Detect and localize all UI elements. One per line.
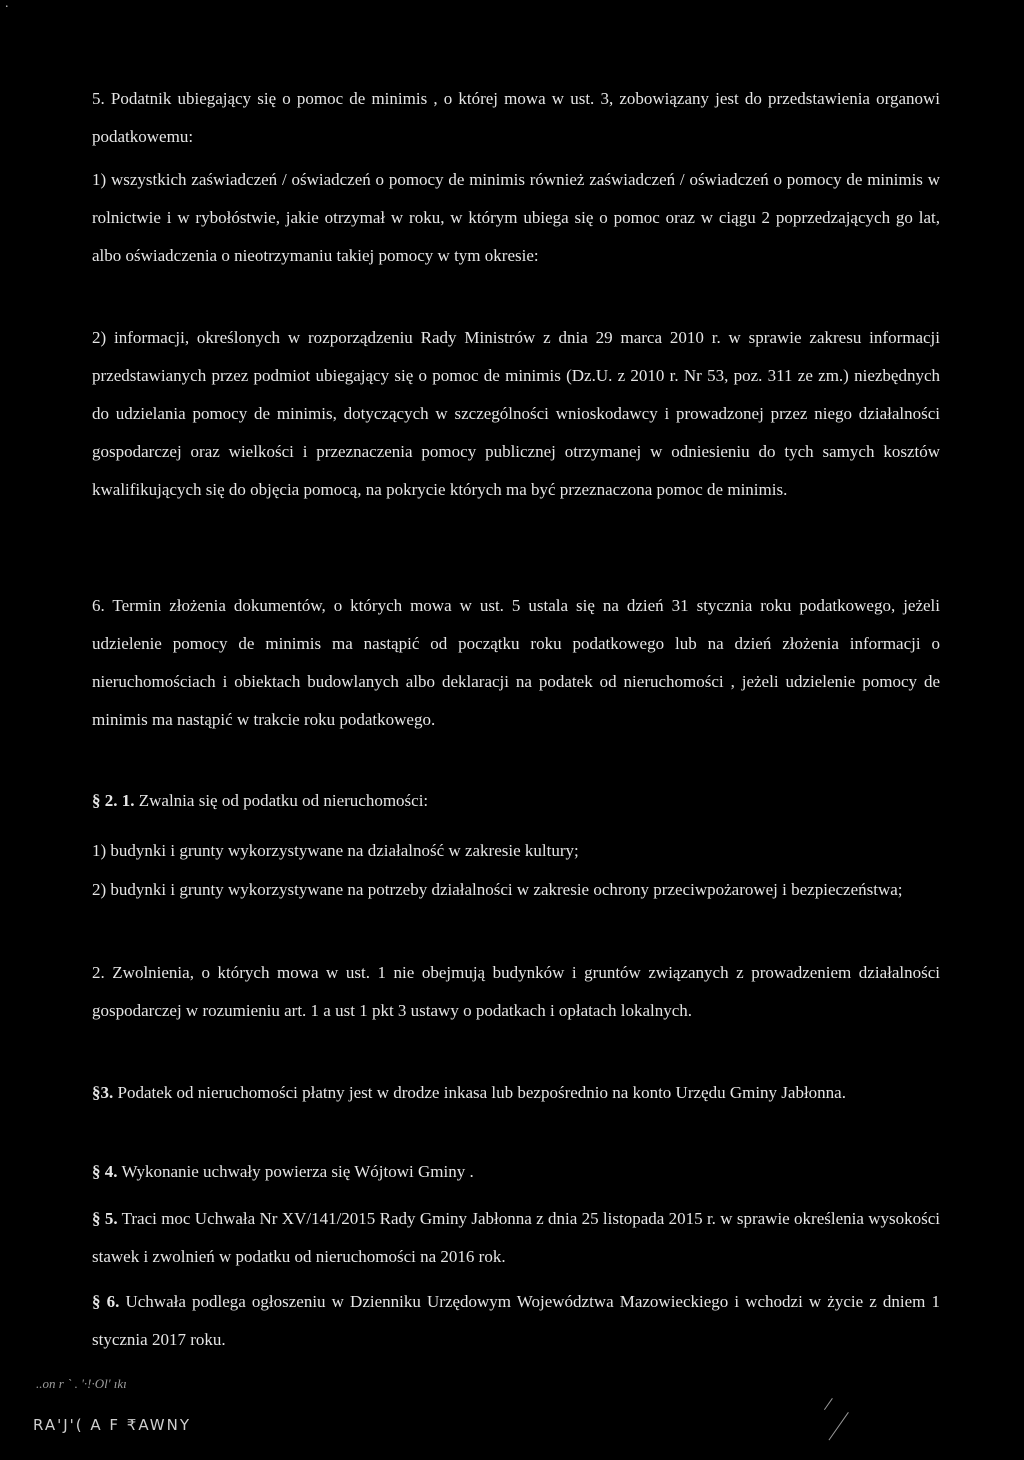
section-5: [92, 1200, 940, 1276]
paragraph-text: Termin złożenia dokumentów, o których mowa w ust. 5 ustala się na dzień 31 stycznia roku podatkowego, jeżeli udzielenie pomocy de minimis ma nastąpić od początku roku podatkowego lub na dzień złożenia informacji o nieruchomościach i obiektach budowlanych albo deklaracji na podatek od nieruchomości , jeżeli udzielenie pomocy de minimis ma nastąpić w trakcie roku podatkowego.: [92, 596, 940, 729]
section-text: Podatek od nieruchomości płatny jest w drodze inkasa lub bezpośrednio na konto Urzędu Gminy Jabłonna.: [117, 1083, 846, 1102]
paragraph-text: Podatnik ubiegający się o pomoc de minimis , o której mowa w ust. 3, zobowiązany jest do przedstawienia organowi podatkowemu:: [92, 89, 940, 146]
paragraph-number: 6.: [92, 596, 105, 615]
section-number: § 5.: [92, 1209, 118, 1228]
paragraph-5-item-1: 1) wszystkich zaświadczeń / oświadczeń o pomocy de minimis również zaświadczeń / oświadczeń o pomocy de minimis w rolnictwie i w rybołóstwie, jakie otrzymał w roku, w którym ubiega się o pomoc oraz w ciągu 2 poprzedzających go lat, albo oświadczenia o nieotrzymaniu takiej pomocy w tym okresie:: [92, 170, 940, 265]
section-text: Uchwała podlega ogłoszeniu w Dzienniku Urzędowym Województwa Mazowieckiego i wchodzi w życie z dniem 1 stycznia 2017 roku.: [92, 1292, 940, 1349]
section-text: Zwalnia się od podatku od nieruchomości:: [138, 791, 429, 810]
paragraph-number: 5.: [92, 89, 105, 108]
paragraph-5: [92, 80, 940, 156]
section-2-item-1: 1) budynki i grunty wykorzystywane na działalność w zakresie kultury;: [92, 841, 579, 860]
scan-mark: .: [5, 0, 9, 11]
section-6: [92, 1283, 940, 1359]
section-2-heading: [92, 790, 940, 812]
signature-stroke: [824, 1398, 833, 1410]
section-4: [92, 1161, 940, 1183]
section-text: Traci moc Uchwała Nr XV/141/2015 Rady Gminy Jabłonna z dnia 25 listopada 2015 r. w sprawie określenia wysokości stawek i zwolnień w podatku od nieruchomości na 2016 rok.: [92, 1209, 940, 1266]
section-2-item-2: 2) budynki i grunty wykorzystywane na potrzeby działalności w zakresie ochrony przeciwpożarowej i bezpieczeństwa;: [92, 880, 903, 899]
stamp-legal-advisor: RA'J'( A F ₹AWNY: [33, 1416, 191, 1434]
section-number: §3.: [92, 1083, 114, 1102]
stamp-signature-line: ..on r ` . '·!·Ol' ıkı: [36, 1376, 127, 1391]
section-number: § 6.: [92, 1292, 120, 1311]
paragraph-6: [92, 587, 940, 739]
section-text: Wykonanie uchwały powierza się Wójtowi Gminy .: [121, 1162, 474, 1181]
signature-stroke: [828, 1412, 848, 1440]
section-number: § 2. 1.: [92, 791, 135, 810]
section-number: § 4.: [92, 1162, 118, 1181]
paragraph-5-item-2: 2) informacji, określonych w rozporządzeniu Rady Ministrów z dnia 29 marca 2010 r. w sprawie zakresu informacji przedstawianych przez podmiot ubiegający się o pomoc de minimis (Dz.U. z 2010 r. Nr 53, poz. 311 ze zm.) niezbędnych do udzielania pomocy de minimis, dotyczących w szczególności wnioskodawcy i prowadzonej przez niego działalności gospodarczej oraz wielkości i przeznaczenia pomocy publicznej otrzymanej w odniesieniu do tych samych kosztów kwalifikujących się do objęcia pomocą, na pokrycie których ma być przeznaczona pomoc de minimis.: [92, 328, 940, 499]
section-3: [92, 1074, 940, 1112]
section-2-point-2: 2. Zwolnienia, o których mowa w ust. 1 nie obejmują budynków i gruntów związanych z prowadzeniem działalności gospodarczej w rozumieniu art. 1 a ust 1 pkt 3 ustawy o podatkach i opłatach lokalnych.: [92, 963, 940, 1020]
